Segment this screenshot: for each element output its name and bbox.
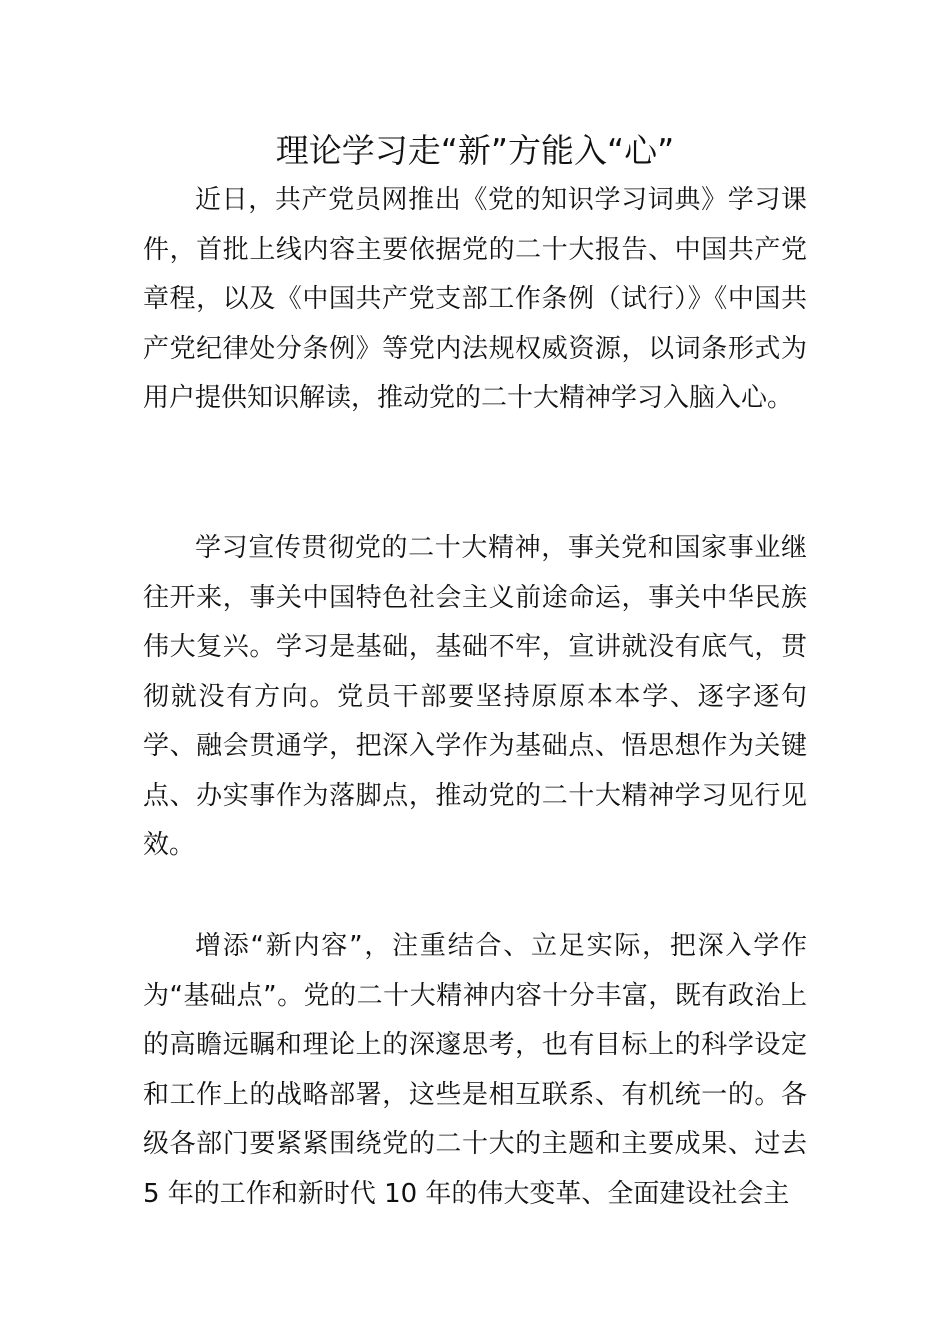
paragraph-3: 增添“新内容”，注重结合、立足实际，把深入学作为“基础点”。党的二十大精神内容十分丰富，既有政治上的高瞻远瞩和理论上的深邃思考，也有目标上的科学设定和工作上的战略部署，这些是相互联系、有机统一的。各级各部门要紧紧围绕党的二十大的主题和主要成果、过去 5 年的工作和新时代 10 年的伟大变革、全面建设社会主 bbox=[143, 931, 807, 1209]
paragraph-2: 学习宣传贯彻党的二十大精神，事关党和国家事业继往开来，事关中国特色社会主义前途命运，事关中华民族伟大复兴。学习是基础，基础不牢，宣讲就没有底气，贯彻就没有方向。党员干部要坚持原原本本学、逐字逐句学、融会贯通学，把深入学作为基础点、悟思想作为关键点、办实事作为落脚点，推动党的二十大精神学习见行见效。 bbox=[143, 533, 807, 860]
paragraph-1: 近日，共产党员网推出《党的知识学习词典》学习课件，首批上线内容主要依据党的二十大报告、中国共产党章程，以及《中国共产党支部工作条例（试行）》《中国共产党纪律处分条例》等党内法规权威资源，以词条形式为用户提供知识解读，推动党的二十大精神学习入脑入心。 bbox=[143, 185, 807, 413]
document-title: 理论学习走“新”方能入“心” bbox=[275, 131, 675, 170]
